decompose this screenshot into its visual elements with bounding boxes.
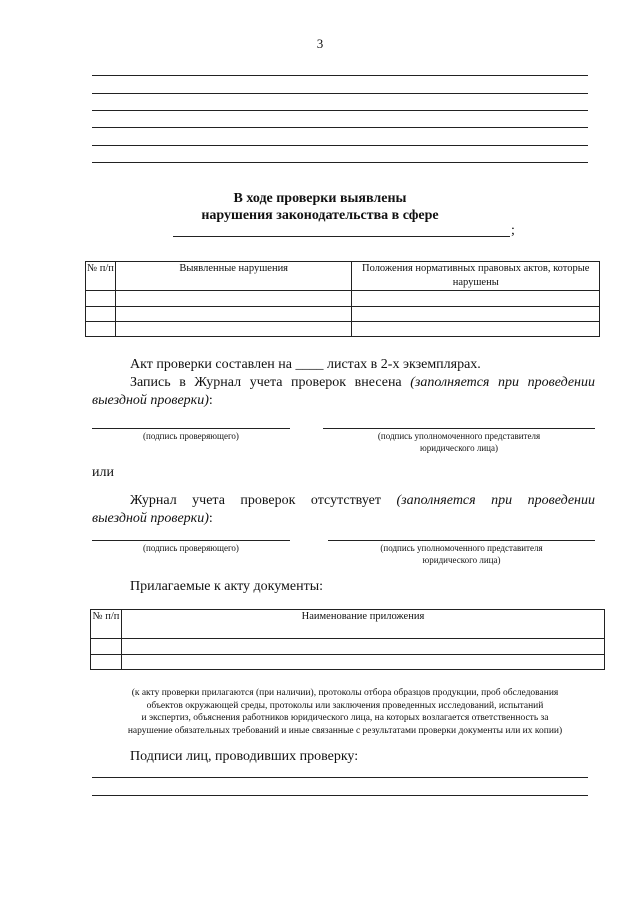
table-row	[91, 655, 605, 670]
blank-line	[92, 75, 588, 76]
note-line: (к акту проверки прилагаются (при наличии), протоколы отбора образцов продукции, проб обследования	[131, 688, 559, 698]
representative-caption-2-2: юридического лица)	[422, 555, 501, 565]
blank-line	[92, 127, 588, 128]
sphere-fill-line[interactable]	[173, 236, 510, 237]
table-cell[interactable]	[91, 655, 122, 670]
table-header-row	[86, 262, 600, 291]
representative-signature-line[interactable]	[323, 428, 595, 429]
journal-absent-text: Журнал учета проверок отсутствует	[130, 493, 397, 508]
table-cell[interactable]	[352, 322, 600, 337]
journal-entry-note: (заполняется при проведении	[410, 375, 595, 390]
inspector-caption-2: (подпись проверяющего)	[143, 543, 239, 553]
table-cell[interactable]	[86, 307, 116, 322]
signature-line[interactable]	[92, 777, 588, 778]
table-cell[interactable]	[86, 322, 116, 337]
column-header-attachment-name: Наименование приложения	[121, 610, 604, 639]
journal-entry-text: Запись в Журнал учета проверок внесена	[130, 375, 411, 390]
table-row	[86, 307, 600, 322]
journal-absent-line-2	[92, 510, 213, 528]
attachments-table	[90, 609, 605, 670]
table-row	[86, 322, 600, 337]
signatures-title: Подписи лиц, проводивших проверку:	[130, 749, 359, 764]
or-text: или	[92, 465, 114, 480]
heading-colon: ;	[511, 223, 515, 238]
table-cell[interactable]	[91, 639, 122, 655]
attachments-title: Прилагаемые к акту документы:	[130, 579, 324, 594]
heading-line-1: В ходе проверки выявлены	[233, 191, 407, 206]
table-cell[interactable]	[115, 291, 352, 307]
journal-entry-colon: :	[208, 393, 213, 408]
column-header-violations: Выявленные нарушения	[115, 262, 352, 291]
representative-caption-2-1: (подпись уполномоченного представителя	[380, 543, 543, 553]
table-cell[interactable]	[352, 291, 600, 307]
inspector-signature-line-2[interactable]	[92, 540, 290, 541]
table-cell[interactable]	[352, 307, 600, 322]
column-header-provisions: Положения нормативных правовых актов, которые нарушены	[352, 262, 600, 291]
table-cell[interactable]	[121, 655, 604, 670]
inspector-caption: (подпись проверяющего)	[143, 431, 239, 441]
journal-absent-note-cont: выездной проверки)	[92, 511, 209, 526]
table-cell[interactable]	[121, 639, 604, 655]
violations-table	[85, 261, 600, 337]
note-line: и экспертиз, объяснения работников юридического лица, на которых возлагается ответственность за	[141, 713, 549, 723]
heading-line-2: нарушения законодательства в сфере	[201, 208, 439, 223]
inspector-signature-line[interactable]	[92, 428, 290, 429]
blank-line	[92, 145, 588, 146]
table-header-row	[91, 610, 605, 639]
journal-entry-note-cont: выездной проверки)	[92, 393, 209, 408]
page-number: 3	[316, 36, 324, 51]
note-line: нарушение обязательных требований и иные связанные с результатами проверки документы или их копии)	[127, 725, 563, 736]
blank-line	[92, 110, 588, 111]
table-cell[interactable]	[115, 322, 352, 337]
blank-line	[92, 162, 588, 163]
column-header-number: № п/п	[91, 610, 122, 639]
table-cell[interactable]	[115, 307, 352, 322]
journal-absent-line	[130, 492, 595, 510]
column-header-number: № п/п	[86, 262, 116, 291]
act-sheets-text: Акт проверки составлен на ____ листах в 2-х экземплярах.	[130, 357, 481, 372]
signature-line[interactable]	[92, 795, 588, 796]
note-line: объектов окружающей среды, протоколы или заключения проведенных исследований, испытаний	[146, 700, 544, 711]
journal-entry-line	[130, 374, 595, 392]
representative-signature-line-2[interactable]	[328, 540, 595, 541]
representative-caption-1: (подпись уполномоченного представителя	[377, 431, 541, 441]
journal-absent-colon: :	[208, 511, 213, 526]
representative-caption-2: юридического лица)	[420, 443, 498, 453]
journal-entry-line-2	[92, 392, 213, 410]
table-row	[91, 639, 605, 655]
attachments-note	[85, 687, 605, 737]
journal-absent-note: (заполняется при проведении	[396, 493, 595, 508]
table-row	[86, 291, 600, 307]
table-cell[interactable]	[86, 291, 116, 307]
blank-line	[92, 93, 588, 94]
